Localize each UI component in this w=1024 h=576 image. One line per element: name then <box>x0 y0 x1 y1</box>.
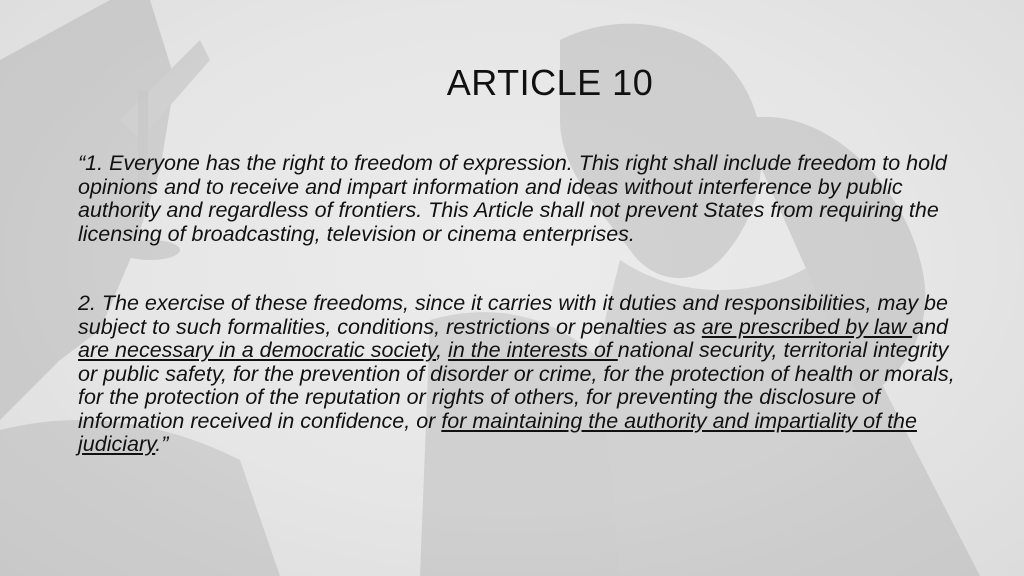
underlined-phrase-prescribed-by-law: are prescribed by law <box>701 314 913 339</box>
article-text <box>78 152 958 457</box>
underlined-phrase-judiciary: for maintaining the authority and impartiality of the judiciary <box>78 408 917 456</box>
paragraph-2-text-4: national security, territorial integrity or public safety, for the prevention of disorder or crime, for the protection of health or morals, for the protection of the reputation or rights of others, for preventing the disclosure of information received in confidence, or <box>78 338 955 433</box>
article-paragraph-1: “1. Everyone has the right to freedom of expression. This right shall include freedom to hold opinions and to receive and impart information and ideas without interference by public authority and regardless of frontiers. This Article shall not prevent States from requiring the licensing of broadcasting, television or cinema enterprises. <box>78 151 947 246</box>
underlined-phrase-democratic-society: are necessary in a democratic society <box>78 338 437 362</box>
underlined-phrase-interests-of: in the interests of <box>448 338 618 362</box>
paragraph-2-text-2: and <box>912 314 948 339</box>
slide-title: ARTICLE 10 <box>446 62 654 103</box>
paragraph-2-text-1: 2. The exercise of these freedoms, since it carries with it duties and responsibilities, may be subject to such formalities, conditions, restrictions or penalties as <box>78 291 948 339</box>
paragraph-2-text-5: .” <box>155 432 169 456</box>
article-paragraph-2 <box>78 292 958 457</box>
paragraph-2-text-3: , <box>436 338 449 362</box>
